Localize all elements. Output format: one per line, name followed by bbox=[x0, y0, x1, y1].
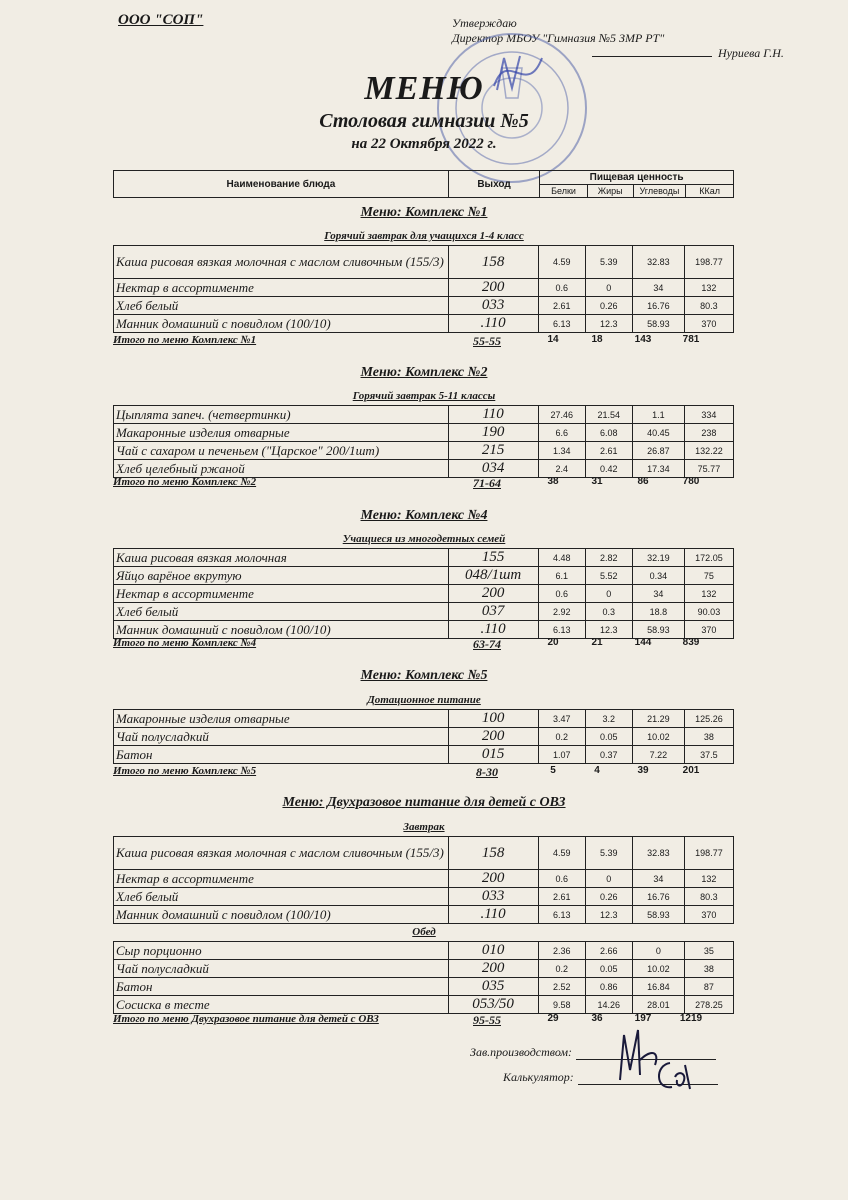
dish-output: .110 bbox=[448, 315, 538, 333]
total-output: 55-55 bbox=[473, 334, 501, 348]
dish-output: 037 bbox=[448, 603, 538, 621]
dish-protein: 6.1 bbox=[538, 567, 585, 585]
column-header-table bbox=[113, 170, 734, 198]
dish-protein: 2.61 bbox=[538, 297, 585, 315]
dish-kcal: 132.22 bbox=[684, 442, 733, 460]
approval-signer: Нуриева Г.Н. bbox=[452, 46, 784, 61]
total-kcal: 781 bbox=[682, 334, 700, 345]
dish-protein: 4.48 bbox=[538, 549, 585, 567]
dish-carbs: 34 bbox=[632, 870, 684, 888]
dish-output: 033 bbox=[448, 888, 538, 906]
dish-protein: 6.6 bbox=[538, 424, 585, 442]
organization-name: ООО "СОП" bbox=[118, 12, 204, 28]
dish-output: 110 bbox=[448, 406, 538, 424]
dish-name: Батон bbox=[114, 978, 449, 996]
total-protein: 5 bbox=[550, 765, 556, 776]
table-row bbox=[114, 996, 734, 1014]
total-kcal: 839 bbox=[682, 637, 700, 648]
total-label: Итого по меню Двухразовое питание для детей с ОВЗ bbox=[113, 1013, 379, 1025]
total-carbs: 143 bbox=[634, 334, 652, 345]
dish-protein: 0.6 bbox=[538, 585, 585, 603]
dish-carbs: 32.83 bbox=[632, 837, 684, 870]
dish-protein: 1.07 bbox=[538, 746, 585, 764]
dish-output: 215 bbox=[448, 442, 538, 460]
dish-carbs: 58.93 bbox=[632, 906, 684, 924]
total-label: Итого по меню Комплекс №2 bbox=[113, 476, 257, 488]
dish-kcal: 90.03 bbox=[684, 603, 733, 621]
dish-fat: 0.37 bbox=[585, 746, 632, 764]
column-fat: Жиры bbox=[587, 185, 633, 198]
table-row bbox=[114, 621, 734, 639]
dish-name: Каша рисовая вязкая молочная bbox=[114, 549, 449, 567]
dish-carbs: 32.19 bbox=[632, 549, 684, 567]
dish-name: Макаронные изделия отварные bbox=[114, 424, 449, 442]
dish-output: 034 bbox=[448, 460, 538, 478]
section-subtitle: Дотационное питание bbox=[367, 694, 481, 706]
total-kcal: 201 bbox=[682, 765, 700, 776]
section-subtitle: Завтрак bbox=[403, 821, 445, 833]
total-label: Итого по меню Комплекс №5 bbox=[113, 765, 257, 777]
dish-output: .110 bbox=[448, 906, 538, 924]
section-title: Меню: Комплекс №1 bbox=[360, 205, 488, 220]
table-row bbox=[114, 246, 734, 279]
dish-carbs: 0 bbox=[632, 942, 684, 960]
dish-kcal: 75 bbox=[684, 567, 733, 585]
section-title: Меню: Комплекс №4 bbox=[360, 508, 488, 523]
total-output: 63-74 bbox=[473, 637, 501, 651]
table-row bbox=[114, 460, 734, 478]
calculator-signature-label: Калькулятор: bbox=[503, 1070, 574, 1084]
table-row bbox=[114, 549, 734, 567]
menu-table bbox=[113, 941, 734, 1014]
dish-protein: 6.13 bbox=[538, 621, 585, 639]
dish-carbs: 58.93 bbox=[632, 621, 684, 639]
dish-name: Хлеб белый bbox=[114, 888, 449, 906]
section-total bbox=[113, 476, 734, 490]
total-carbs: 86 bbox=[637, 476, 649, 487]
dish-protein: 27.46 bbox=[538, 406, 585, 424]
dish-fat: 12.3 bbox=[585, 621, 632, 639]
section-total bbox=[113, 637, 734, 651]
approval-position: Директор МБОУ "Гимназия №5 ЗМР РТ" bbox=[452, 31, 665, 45]
table-row bbox=[114, 906, 734, 924]
dish-fat: 5.39 bbox=[585, 246, 632, 279]
dish-name: Манник домашний с повидлом (100/10) bbox=[114, 906, 449, 924]
dish-protein: 6.13 bbox=[538, 906, 585, 924]
menu-title: МЕНЮ bbox=[364, 70, 484, 107]
dish-kcal: 132 bbox=[684, 585, 733, 603]
section-title: Меню: Комплекс №2 bbox=[360, 365, 488, 380]
dish-carbs: 10.02 bbox=[632, 728, 684, 746]
dish-kcal: 80.3 bbox=[684, 297, 733, 315]
total-carbs: 39 bbox=[637, 765, 649, 776]
dish-kcal: 80.3 bbox=[684, 888, 733, 906]
dish-output: 190 bbox=[448, 424, 538, 442]
section-title: Меню: Комплекс №5 bbox=[360, 668, 488, 683]
menu-table bbox=[113, 709, 734, 764]
dish-kcal: 370 bbox=[684, 906, 733, 924]
dish-fat: 0.26 bbox=[585, 297, 632, 315]
column-nutrition: Пищевая ценность bbox=[540, 171, 734, 185]
dish-output: 053/50 bbox=[448, 996, 538, 1014]
menu-table bbox=[113, 548, 734, 639]
dish-kcal: 370 bbox=[684, 315, 733, 333]
total-label: Итого по меню Комплекс №4 bbox=[113, 637, 257, 649]
dish-fat: 0.42 bbox=[585, 460, 632, 478]
dish-name: Манник домашний с повидлом (100/10) bbox=[114, 315, 449, 333]
dish-output: 200 bbox=[448, 279, 538, 297]
dish-output: 158 bbox=[448, 837, 538, 870]
dish-output: 048/1шт bbox=[448, 567, 538, 585]
menu-table bbox=[113, 405, 734, 478]
total-kcal: 780 bbox=[682, 476, 700, 487]
dish-name: Сосиска в тесте bbox=[114, 996, 449, 1014]
total-kcal: 1219 bbox=[679, 1013, 703, 1024]
dish-name: Цыплята запеч. (четвертинки) bbox=[114, 406, 449, 424]
calculator-signature-scribble bbox=[650, 1055, 700, 1095]
dish-fat: 12.3 bbox=[585, 906, 632, 924]
section-total bbox=[113, 334, 734, 348]
dish-name: Макаронные изделия отварные bbox=[114, 710, 449, 728]
dish-carbs: 26.87 bbox=[632, 442, 684, 460]
dish-carbs: 40.45 bbox=[632, 424, 684, 442]
dish-protein: 2.52 bbox=[538, 978, 585, 996]
total-output: 8-30 bbox=[476, 765, 498, 779]
dish-protein: 2.4 bbox=[538, 460, 585, 478]
column-dish-name: Наименование блюда bbox=[114, 171, 449, 198]
dish-kcal: 125.26 bbox=[684, 710, 733, 728]
dish-kcal: 132 bbox=[684, 279, 733, 297]
table-row bbox=[114, 710, 734, 728]
column-carbs: Углеводы bbox=[633, 185, 686, 198]
dish-name: Сыр порционно bbox=[114, 942, 449, 960]
section-subtitle: Обед bbox=[412, 926, 436, 938]
dish-name: Чай полусладкий bbox=[114, 960, 449, 978]
dish-fat: 0.05 bbox=[585, 728, 632, 746]
dish-carbs: 32.83 bbox=[632, 246, 684, 279]
dish-fat: 2.66 bbox=[585, 942, 632, 960]
dish-kcal: 172.05 bbox=[684, 549, 733, 567]
menu-table bbox=[113, 245, 734, 333]
dish-kcal: 37.5 bbox=[684, 746, 733, 764]
dish-protein: 0.6 bbox=[538, 870, 585, 888]
school-stamp bbox=[432, 28, 592, 188]
total-output: 71-64 bbox=[473, 476, 501, 490]
dish-name: Яйцо варёное вкрутую bbox=[114, 567, 449, 585]
dish-protein: 0.2 bbox=[538, 728, 585, 746]
dish-protein: 6.13 bbox=[538, 315, 585, 333]
table-row bbox=[114, 442, 734, 460]
dish-output: 033 bbox=[448, 297, 538, 315]
dish-carbs: 18.8 bbox=[632, 603, 684, 621]
dish-name: Батон bbox=[114, 746, 449, 764]
dish-fat: 0.05 bbox=[585, 960, 632, 978]
dish-kcal: 278.25 bbox=[684, 996, 733, 1014]
menu-date: на 22 Октября 2022 г. bbox=[351, 136, 497, 152]
dish-kcal: 35 bbox=[684, 942, 733, 960]
dish-fat: 0.3 bbox=[585, 603, 632, 621]
dish-name: Хлеб целебный ржаной bbox=[114, 460, 449, 478]
dish-output: 200 bbox=[448, 728, 538, 746]
total-fat: 36 bbox=[591, 1013, 603, 1024]
section-title: Меню: Двухразовое питание для детей с ОВЗ bbox=[282, 795, 566, 810]
dish-protein: 2.36 bbox=[538, 942, 585, 960]
total-protein: 20 bbox=[547, 637, 559, 648]
dish-fat: 5.52 bbox=[585, 567, 632, 585]
dish-fat: 0 bbox=[585, 870, 632, 888]
total-fat: 21 bbox=[591, 637, 603, 648]
dish-carbs: 34 bbox=[632, 279, 684, 297]
section-total bbox=[113, 765, 734, 779]
table-row bbox=[114, 837, 734, 870]
dish-name: Манник домашний с повидлом (100/10) bbox=[114, 621, 449, 639]
dish-carbs: 0.34 bbox=[632, 567, 684, 585]
section-subtitle: Учащиеся из многодетных семей bbox=[342, 533, 506, 545]
section-subtitle: Горячий завтрак для учащихся 1-4 класс bbox=[324, 230, 524, 242]
table-row bbox=[114, 603, 734, 621]
dish-carbs: 34 bbox=[632, 585, 684, 603]
dish-carbs: 7.22 bbox=[632, 746, 684, 764]
dish-fat: 3.2 bbox=[585, 710, 632, 728]
dish-fat: 0.26 bbox=[585, 888, 632, 906]
dish-protein: 3.47 bbox=[538, 710, 585, 728]
dish-name: Хлеб белый bbox=[114, 603, 449, 621]
column-kcal: ККал bbox=[686, 185, 734, 198]
dish-fat: 0 bbox=[585, 279, 632, 297]
dish-carbs: 1.1 bbox=[632, 406, 684, 424]
total-fat: 31 bbox=[591, 476, 603, 487]
column-output: Выход bbox=[448, 171, 539, 198]
dish-fat: 5.39 bbox=[585, 837, 632, 870]
dish-kcal: 132 bbox=[684, 870, 733, 888]
dish-fat: 2.61 bbox=[585, 442, 632, 460]
dish-kcal: 334 bbox=[684, 406, 733, 424]
table-row bbox=[114, 585, 734, 603]
dish-carbs: 16.76 bbox=[632, 888, 684, 906]
dish-kcal: 370 bbox=[684, 621, 733, 639]
dish-output: 200 bbox=[448, 960, 538, 978]
total-output: 95-55 bbox=[473, 1013, 501, 1027]
dish-kcal: 238 bbox=[684, 424, 733, 442]
dish-name: Хлеб белый bbox=[114, 297, 449, 315]
dish-name: Нектар в ассортименте bbox=[114, 279, 449, 297]
dish-protein: 4.59 bbox=[538, 837, 585, 870]
dish-protein: 0.6 bbox=[538, 279, 585, 297]
dish-fat: 6.08 bbox=[585, 424, 632, 442]
table-row bbox=[114, 567, 734, 585]
dish-name: Каша рисовая вязкая молочная с маслом сливочным (155/3) bbox=[114, 246, 449, 279]
dish-output: 100 bbox=[448, 710, 538, 728]
total-protein: 38 bbox=[547, 476, 559, 487]
table-row bbox=[114, 888, 734, 906]
dish-kcal: 38 bbox=[684, 728, 733, 746]
dish-carbs: 17.34 bbox=[632, 460, 684, 478]
dish-protein: 2.61 bbox=[538, 888, 585, 906]
table-row bbox=[114, 315, 734, 333]
dish-output: 035 bbox=[448, 978, 538, 996]
dish-fat: 0.86 bbox=[585, 978, 632, 996]
table-row bbox=[114, 870, 734, 888]
dish-name: Нектар в ассортименте bbox=[114, 870, 449, 888]
dish-output: 010 bbox=[448, 942, 538, 960]
dish-carbs: 10.02 bbox=[632, 960, 684, 978]
dish-carbs: 16.76 bbox=[632, 297, 684, 315]
column-protein: Белки bbox=[540, 185, 588, 198]
dish-kcal: 198.77 bbox=[684, 246, 733, 279]
section-subtitle: Горячий завтрак 5-11 классы bbox=[352, 390, 496, 402]
table-row bbox=[114, 960, 734, 978]
approval-title: Утверждаю bbox=[452, 16, 517, 30]
dish-fat: 12.3 bbox=[585, 315, 632, 333]
total-protein: 14 bbox=[547, 334, 559, 345]
total-protein: 29 bbox=[547, 1013, 559, 1024]
dish-output: 155 bbox=[448, 549, 538, 567]
table-row bbox=[114, 728, 734, 746]
table-row bbox=[114, 406, 734, 424]
table-row bbox=[114, 978, 734, 996]
dish-kcal: 38 bbox=[684, 960, 733, 978]
dish-name: Чай полусладкий bbox=[114, 728, 449, 746]
dish-fat: 2.82 bbox=[585, 549, 632, 567]
table-row bbox=[114, 942, 734, 960]
table-row bbox=[114, 297, 734, 315]
dish-carbs: 58.93 bbox=[632, 315, 684, 333]
dish-carbs: 28.01 bbox=[632, 996, 684, 1014]
dish-carbs: 16.84 bbox=[632, 978, 684, 996]
dish-kcal: 87 bbox=[684, 978, 733, 996]
dish-name: Чай с сахаром и печеньем ("Царское" 200/1шт) bbox=[114, 442, 449, 460]
dish-name: Каша рисовая вязкая молочная с маслом сливочным (155/3) bbox=[114, 837, 449, 870]
dish-fat: 14.26 bbox=[585, 996, 632, 1014]
table-row bbox=[114, 279, 734, 297]
total-fat: 4 bbox=[594, 765, 600, 776]
total-carbs: 144 bbox=[634, 637, 652, 648]
dish-kcal: 198.77 bbox=[684, 837, 733, 870]
dish-protein: 9.58 bbox=[538, 996, 585, 1014]
dish-fat: 0 bbox=[585, 585, 632, 603]
table-row bbox=[114, 746, 734, 764]
dish-output: 200 bbox=[448, 870, 538, 888]
dish-protein: 4.59 bbox=[538, 246, 585, 279]
dish-kcal: 75.77 bbox=[684, 460, 733, 478]
dish-name: Нектар в ассортименте bbox=[114, 585, 449, 603]
approval-signature-line bbox=[592, 56, 712, 57]
dish-fat: 21.54 bbox=[585, 406, 632, 424]
production-signature-label: Зав.производством: bbox=[470, 1045, 573, 1059]
dish-protein: 0.2 bbox=[538, 960, 585, 978]
canteen-name: Столовая гимназии №5 bbox=[319, 110, 529, 132]
dish-carbs: 21.29 bbox=[632, 710, 684, 728]
dish-output: 200 bbox=[448, 585, 538, 603]
total-label: Итого по меню Комплекс №1 bbox=[113, 334, 257, 346]
total-carbs: 197 bbox=[634, 1013, 652, 1024]
dish-output: .110 bbox=[448, 621, 538, 639]
table-row bbox=[114, 424, 734, 442]
dish-output: 158 bbox=[448, 246, 538, 279]
dish-output: 015 bbox=[448, 746, 538, 764]
total-fat: 18 bbox=[591, 334, 603, 345]
dish-protein: 2.92 bbox=[538, 603, 585, 621]
menu-table bbox=[113, 836, 734, 924]
dish-protein: 1.34 bbox=[538, 442, 585, 460]
